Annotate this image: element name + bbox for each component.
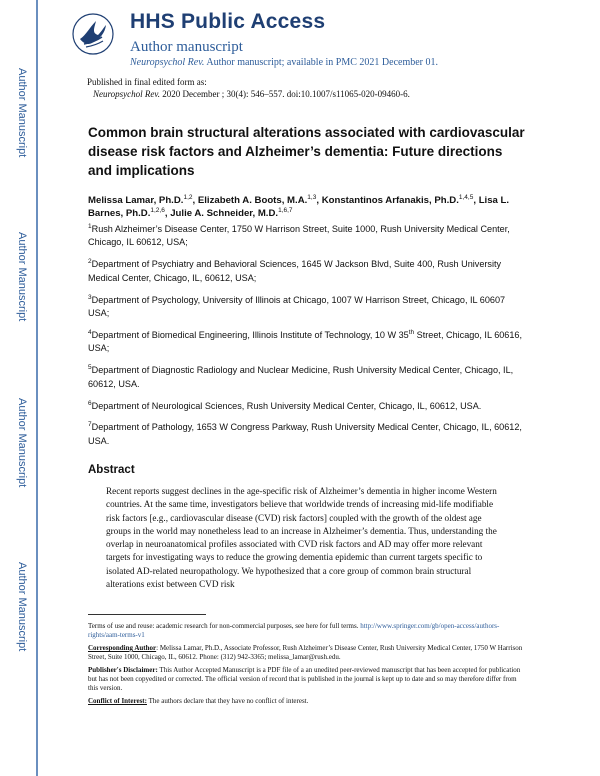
abstract-heading: Abstract [88,464,135,476]
terms-link[interactable]: http://www.springer.com/gb/open-access/authors-rights/aam-terms-v1 [88,622,500,639]
footnote-divider [88,614,206,615]
conflict-of-interest-note: Conflict of Interest: The authors declare that they have no conflict of interest. [88,697,309,705]
sidebar-author-manuscript-label: Author Manuscript [16,68,28,158]
hhs-eagle-logo-icon [72,13,114,55]
citation-journal: Neuropsychol Rev. [93,89,160,99]
author: Melissa Lamar, Ph.D.$^{1,2}$, [88,194,198,206]
author-list [88,194,528,220]
footnotes [88,622,528,710]
author: Julie A. Schneider, M.D.$^{1,6,7}$ [170,207,293,219]
affiliation: $^5$Department of Diagnostic Radiology and Nuclear Medicine, Rush University Medical Center, Chicago, IL, 60612, USA. [88,364,514,389]
affiliation: $^2$Department of Psychiatry and Behavioral Sciences, 1645 W Jackson Blvd, Suite 400, Rush University Medical Center, Chicago, IL, 60612, USA; [88,258,502,283]
sidebar-author-manuscript-label: Author Manuscript [16,232,28,322]
affiliation: $^1$Rush Alzheimer’s Disease Center, 1750 W Harrison Street, Suite 1000, Rush University Medical Center, Chicago, IL 60612, USA; [88,223,510,248]
citation-line [87,88,410,100]
affiliation-list [88,223,528,457]
sidebar-rule [36,0,38,776]
author: Lisa L. Barnes, Ph.D.$^{1,2,6}$, [88,195,510,219]
published-in-label: Published in final edited form as: [87,77,207,87]
affiliation: $^4$Department of Biomedical Engineering, Illinois Institute of Technology, 10 W 35th Street, Chicago, IL 60616, USA; [88,328,523,354]
journal-name: Neuropsychol Rev. [130,57,205,68]
publication-info [87,76,410,100]
paper-title: Common brain structural alterations associated with cardiovascular disease risk factors and Alzheimer’s dementia: Future directions and implications [88,125,525,178]
corresponding-author-note: Corresponding Author: Melissa Lamar, Ph.D., Associate Professor, Rush Alzheimer’s Disease Center, Rush University Medical Center, 1750 W Harrison Street, Suite 1000, Chicago, IL, 60612. Phone: (312) 942-3365; melissa_lamar@rush.edu. [88,644,523,661]
citation-details: 2020 December ; 30(4): 546–557. doi:10.1007/s11065-020-09460-6. [159,89,410,99]
affiliation: $^3$Department of Psychology, University of Illinois at Chicago, 1007 W Harrison Street, Chicago, IL 60607 USA; [88,293,506,319]
affiliation: $^7$Department of Pathology, 1653 W Congress Parkway, Rush University Medical Center, Chicago, IL, 60612, USA. [88,421,522,446]
sidebar-author-manuscript-label: Author Manuscript [16,562,28,652]
publisher-disclaimer-note: Publisher's Disclaimer: This Author Accepted Manuscript is a PDF file of a an unedited peer-reviewed manuscript that has been accepted for publication but has not been copyedited or corrected. The official version of record that is published in the journal is kept up to date and so may therefore differ from this version. [88,666,521,692]
author: Konstantinos Arfanakis, Ph.D.$^{1,4,5}$, [321,194,479,206]
terms-of-use-note: Terms of use and reuse: academic research for non-commercial purposes, see here for full terms. http://www.springer.com/gb/open-access/authors-rights/aam-terms-v1 [88,622,500,639]
affiliation: $^6$Department of Neurological Sciences, Rush University Medical Center, Chicago, IL, 60612, USA. [88,399,482,411]
hhs-public-access-title: HHS Public Access [130,10,326,33]
abstract-body: Recent reports suggest declines in the age-specific risk of Alzheimer’s dementia in higher income Western countries. At the same time, investigators believe that worldwide trends of increasing mid-life modifiable risk factors [e.g., cardiovascular disease (CVD) risk factors] coupled with the growth of the oldest age groups in the world may nonetheless lead to an increase in Alzheimer’s dementia. Thus, understanding the overlap in neuroanatomical profiles associated with CVD risk factors and AD may offer more relevant targets for investigating ways to reduce the growing dementia epidemic than current targets specific to isolated AD-related neuropathology. We hypothesized that a core group of common brain structural alterations exist between CVD risk [106,486,497,590]
sidebar-author-manuscript-label: Author Manuscript [16,398,28,488]
author-manuscript-subtitle: Author manuscript [130,39,243,55]
availability-text: Author manuscript; available in PMC 2021 December 01. [204,57,438,68]
author: Elizabeth A. Boots, M.A.$^{1,3}$, [197,194,322,206]
availability-line [130,57,438,68]
